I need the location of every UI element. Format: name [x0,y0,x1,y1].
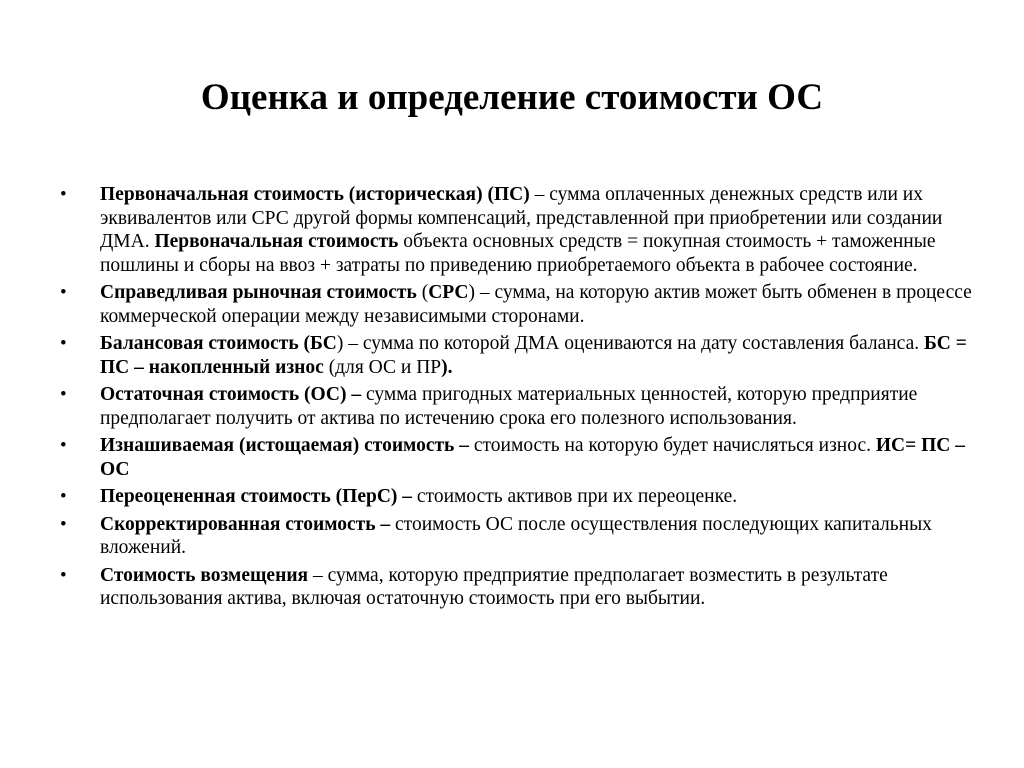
bullet-item-6 [60,485,980,509]
bullet-marker: • [60,564,67,586]
definition-text: ( [416,282,429,303]
term-pervonachalnaya: Первоначальная стоимость (историческая) (ПС) [100,184,530,205]
slide-title: Оценка и определение стоимости ОС [200,77,824,118]
bullet-item-2 [60,281,980,328]
definition-text: – сумма, которую предприятие предполагает возместить в результате использования актива, включая остаточную стоимость при его выбытии. [100,564,888,609]
definition-text: (для ОС и ПР [323,356,442,378]
term-iznashivaemaya: Изнашиваемая (истощаемая) стоимость – [100,435,469,456]
bullet-marker: • [60,435,67,456]
bullet-text [100,282,972,327]
bullet-marker: • [60,333,67,354]
bullet-marker: • [60,282,67,303]
bullet-marker: • [60,486,67,507]
term-ostatochnaya: Остаточная стоимость (ОС) – [100,384,362,405]
formula: БС = ПС – накопленный износ [100,333,967,378]
term-pereocenennaya: Переоцененная стоимость (ПерС) – [100,486,413,507]
definition-text: стоимость активов при их переоценке. [412,486,738,507]
definition-text: ) – сумма по которой ДМА оцениваются на дату составления баланса. [336,333,924,354]
formula: ИС= ПС – ОС [100,435,965,480]
definition-text: – сумма оплаченных денежных средств или их эквивалентов или СРС другой формы компенсаций, представленной при приобретении или создании ДМА. [100,184,943,252]
bullet-list [60,183,980,615]
term-balansovaya: Балансовая стоимость (БС [100,333,337,354]
bullet-text [100,514,932,559]
bullet-item-3 [60,332,980,379]
bullet-marker: • [60,184,67,205]
definition-text: объекта основных средств = покупная стоимость + таможенные пошлины и сборы на ввоз + затраты по приведению приобретаемого объекта в рабочее состояние. [100,231,936,276]
bullet-marker: • [60,384,67,405]
closing-punct: ). [441,356,453,378]
term-abbr: СРС [428,282,469,303]
term-vozmescheniya: Стоимость возмещения [100,564,309,586]
definition-text: стоимость ОС после осуществления последующих капитальных вложений. [100,513,932,558]
bullet-text [100,184,942,276]
term-skorrektirovannaya: Скорректированная стоимость – [100,513,391,535]
bullet-item-7 [60,513,980,560]
bullet-item-8 [60,564,980,611]
definition-text: стоимость на которую будет начисляться износ. [469,435,876,456]
bullet-item-4 [60,383,980,430]
bullet-marker: • [60,513,67,535]
bullet-text [100,486,737,507]
bullet-text [100,565,888,610]
definition-text: ) – сумма, на которую актив может быть обменен в процессе коммерческой операции между независимыми сторонами. [100,282,972,327]
bullet-item-1 [60,183,980,277]
bullet-text [100,384,917,429]
bullet-item-5 [60,434,980,481]
term-spravedlivaya: Справедливая рыночная стоимость [100,282,417,303]
term-emphasis: Первоначальная стоимость [154,231,399,252]
bullet-text [100,435,965,480]
definition-text: сумма пригодных материальных ценностей, которую предприятие предполагает получить от актива по истечению срока его полезного использования. [100,384,918,429]
bullet-text [100,333,967,378]
